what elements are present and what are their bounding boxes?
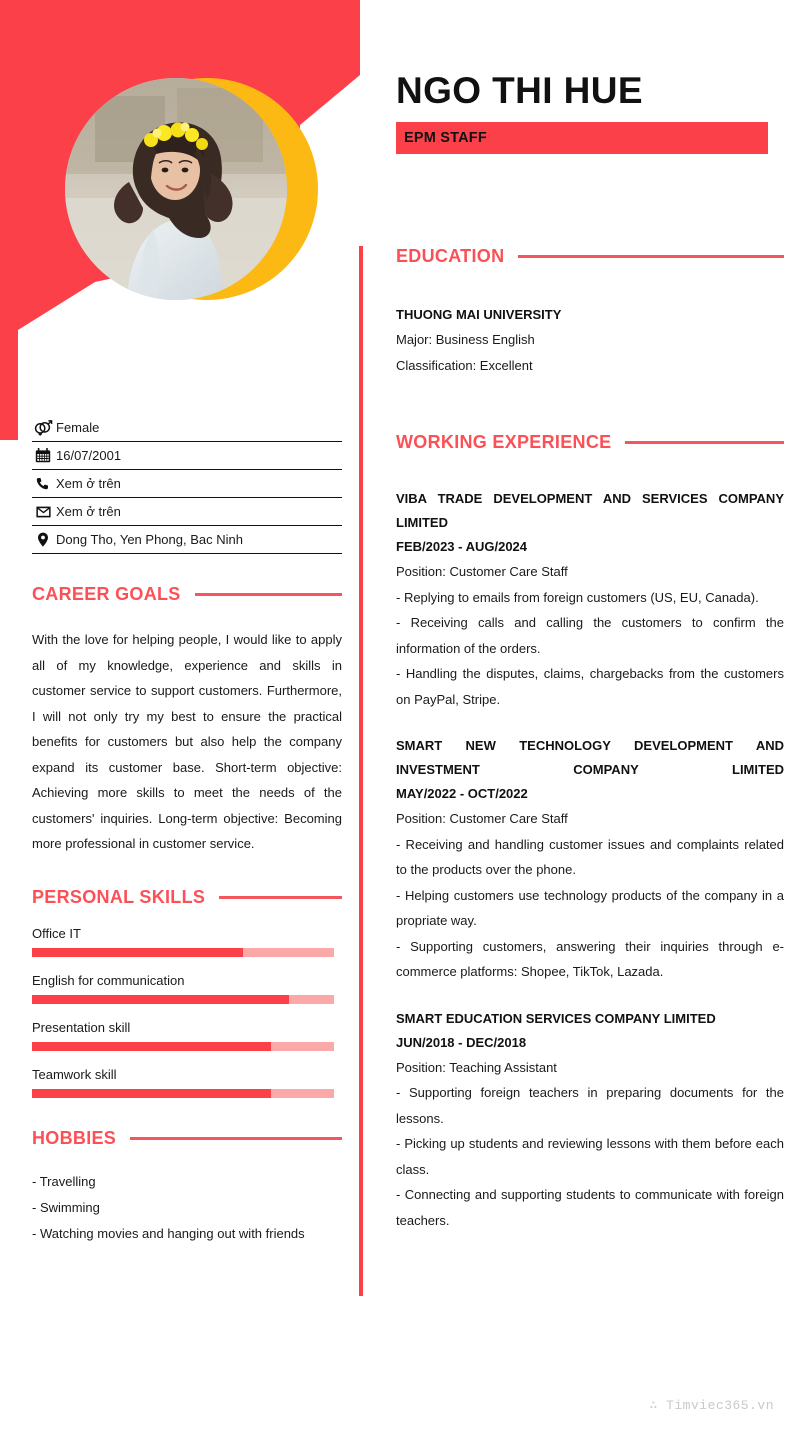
contact-row-gender <box>32 414 342 442</box>
school-name: THUONG MAI UNIVERSITY <box>396 307 562 322</box>
job-position: Position: Customer Care Staff <box>396 564 568 579</box>
contact-row-birthdate <box>32 442 342 470</box>
job-entry <box>396 734 784 985</box>
section-working-experience <box>396 432 784 1233</box>
skill-label: Presentation skill <box>32 1019 131 1035</box>
job-bullet: - Picking up students and reviewing lessons with them before each class. <box>396 1136 784 1177</box>
phone-icon <box>32 477 54 491</box>
avatar <box>65 78 287 300</box>
skill-track <box>32 995 334 1004</box>
section-education <box>396 246 784 378</box>
section-header <box>32 1128 342 1149</box>
job-company: SMART EDUCATION SERVICES COMPANY LIMITED <box>396 1010 716 1026</box>
location-pin-icon <box>32 532 54 547</box>
section-title: CAREER GOALS <box>32 584 181 604</box>
contact-value: Xem ở trên <box>56 476 121 491</box>
job-bullet: - Handling the disputes, claims, chargebacks from the customers on PayPal, Stripe. <box>396 666 784 707</box>
job-company: SMART NEW TECHNOLOGY DEVELOPMENT AND INVESTMENT COMPANY LIMITED <box>396 738 784 777</box>
contact-value: Xem ở trên <box>56 504 121 519</box>
calendar-icon <box>32 448 54 463</box>
contact-list <box>32 414 342 554</box>
skill-label: Teamwork skill <box>32 1066 117 1082</box>
section-hobbies <box>32 1128 342 1247</box>
skill-item <box>32 973 342 1004</box>
job-dates: MAY/2022 - OCT/2022 <box>396 786 528 801</box>
section-rule <box>195 593 342 596</box>
job-bullet: - Receiving calls and calling the customers to confirm the information of the orders. <box>396 615 784 656</box>
section-title: EDUCATION <box>396 246 505 266</box>
list-item: - Travelling <box>32 1173 96 1189</box>
career-goals-text: With the love for helping people, I would like to apply all of my knowledge, experience and skills in customer service to support customers. Furthermore, I will not only try my best to ensure the practical benefits for customers but also help the company expand its customer base. Short-term objective: Achieving more skills to meet the needs of the customers' inquiries. Long-term objective: Becoming more professional in customer service. <box>32 632 342 851</box>
section-header <box>32 887 342 908</box>
job-entry <box>396 1007 784 1234</box>
skill-track <box>32 948 334 957</box>
job-bullet: - Helping customers use technology products of the company in a propriate way. <box>396 887 784 928</box>
skill-fill <box>32 1042 271 1051</box>
skill-track <box>32 1089 334 1098</box>
section-header <box>396 246 784 267</box>
list-item: - Swimming <box>32 1199 100 1215</box>
skill-item <box>32 1067 342 1098</box>
contact-value: 16/07/2001 <box>56 448 122 463</box>
section-rule <box>518 255 784 258</box>
education-classification: Classification: Excellent <box>396 357 533 373</box>
section-rule <box>219 896 342 899</box>
site-watermark: ∴ Timviec365.vn <box>649 1398 774 1413</box>
skill-fill <box>32 1089 271 1098</box>
contact-value: Female <box>56 420 100 435</box>
job-position: Position: Teaching Assistant <box>396 1059 557 1075</box>
section-header <box>32 584 342 605</box>
section-rule <box>625 441 784 444</box>
list-item: - Watching movies and hanging out with friends <box>32 1225 305 1241</box>
job-dates: JUN/2018 - DEC/2018 <box>396 1034 527 1050</box>
job-company: VIBA TRADE DEVELOPMENT AND SERVICES COMPANY LIMITED <box>396 491 784 530</box>
skill-item <box>32 1020 342 1051</box>
hobby-list <box>32 1169 342 1247</box>
job-bullet: - Supporting foreign teachers in preparing documents for the lessons. <box>396 1085 784 1126</box>
education-entry <box>396 303 784 378</box>
left-column <box>32 414 342 1247</box>
contact-row-address <box>32 526 342 554</box>
job-entry <box>396 487 784 712</box>
role-badge <box>396 122 768 154</box>
name-block <box>396 72 768 154</box>
contact-value: Dong Tho, Yen Phong, Bac Ninh <box>56 532 243 547</box>
contact-row-email <box>32 498 342 526</box>
section-title: PERSONAL SKILLS <box>32 886 206 907</box>
column-divider <box>359 246 363 1296</box>
contact-row-phone <box>32 470 342 498</box>
skill-item <box>32 926 342 957</box>
skill-label: English for communication <box>32 972 185 988</box>
role-label: EPM STAFF <box>404 129 487 146</box>
job-bullet: - Receiving and handling customer issues and complaints related to the products over the phone. <box>396 836 784 877</box>
job-bullet: - Replying to emails from foreign customers (US, EU, Canada). <box>396 589 759 605</box>
section-career-goals <box>32 584 342 857</box>
right-column <box>396 246 784 1233</box>
section-personal-skills <box>32 887 342 1098</box>
skill-list <box>32 926 342 1098</box>
skill-label: Office IT <box>32 925 81 941</box>
section-rule <box>130 1137 342 1140</box>
section-header <box>396 432 784 453</box>
envelope-icon <box>32 505 54 519</box>
job-position: Position: Customer Care Staff <box>396 811 568 826</box>
skill-fill <box>32 995 289 1004</box>
skill-fill <box>32 948 243 957</box>
skill-track <box>32 1042 334 1051</box>
job-bullet: - Connecting and supporting students to communicate with foreign teachers. <box>396 1187 784 1228</box>
page-title: NGO THI HUE <box>396 70 643 111</box>
job-dates: FEB/2023 - AUG/2024 <box>396 539 528 554</box>
education-major: Major: Business English <box>396 332 535 347</box>
section-title: WORKING EXPERIENCE <box>396 432 612 452</box>
job-bullet: - Supporting customers, answering their inquiries through e-commerce platforms: Shopee, TikTok, Lazada. <box>396 938 784 979</box>
gender-icon <box>32 420 54 436</box>
section-title: HOBBIES <box>32 1127 117 1148</box>
